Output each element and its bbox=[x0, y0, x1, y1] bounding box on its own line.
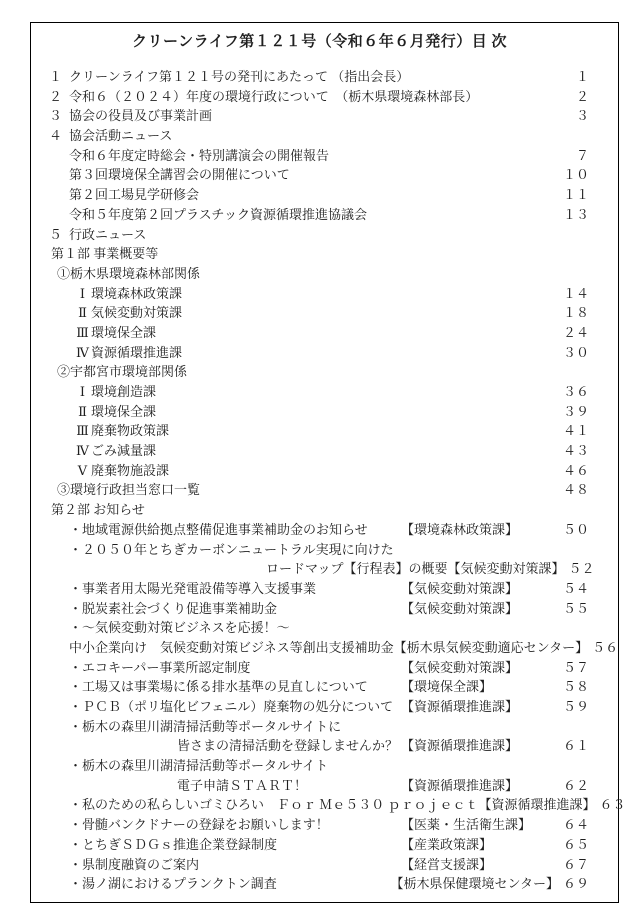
document-page bbox=[30, 22, 626, 903]
toc-page-number: １ bbox=[575, 69, 589, 84]
toc-row bbox=[49, 815, 589, 835]
toc-row bbox=[49, 225, 589, 245]
toc-item-number: １ bbox=[49, 69, 63, 84]
toc-entry-text: ・～気候変動対策ビジネスを応援！～ bbox=[69, 620, 290, 636]
toc-item-number: ４ bbox=[49, 128, 63, 144]
toc-item-number: Ⅲ bbox=[76, 423, 89, 439]
toc-entry-text: ・私のための私らしいゴミひろい Ｆｏｒ Ｍｅ５３０ ｐｒｏｊｅｃｔ bbox=[69, 797, 479, 813]
toc-entry-text: ①栃木県環境森林部関係 bbox=[57, 265, 201, 281]
toc-entry-text: ・ＰＣＢ（ポリ塩化ビフェニル）廃棄物の処分について bbox=[69, 699, 394, 714]
toc-row bbox=[49, 658, 589, 678]
toc-entry-text: ・脱炭素社会づくり促進事業補助金 bbox=[69, 600, 278, 616]
toc-dept-label: 【経営支援課】 bbox=[401, 856, 493, 872]
toc-dept-label: 【資源循環推進課】 bbox=[401, 699, 519, 714]
toc-entry-text: ③環境行政担当窓口一覧 bbox=[57, 482, 201, 498]
toc-item-number: Ⅰ bbox=[79, 384, 86, 399]
toc-entry-text: 協会活動ニュース bbox=[69, 128, 173, 144]
toc-row bbox=[49, 776, 589, 796]
toc-entry-text: ・エコキーパー事業所認定制度 bbox=[69, 659, 251, 675]
toc-page-number: ５６ bbox=[592, 639, 619, 655]
toc-item-number: Ⅱ bbox=[78, 403, 87, 419]
toc-page-number: ６１ bbox=[562, 738, 589, 754]
toc-entry-text: ・栃木の森里川湖清掃活動等ポータルサイトに bbox=[69, 718, 342, 734]
toc-row bbox=[49, 559, 595, 579]
toc-dept-label: 【資源循環推進課】 bbox=[478, 797, 596, 813]
toc-entry-text: 資源循環推進課 bbox=[91, 344, 183, 360]
toc-entry-text: ・地域電源供給拠点整備促進事業補助金のお知らせ bbox=[69, 521, 368, 537]
toc-entry-text: 環境森林政策課 bbox=[91, 285, 183, 301]
toc-row bbox=[49, 402, 589, 422]
toc-entry-text: 気候変動対策課 bbox=[91, 305, 183, 321]
toc-entry-text: ・湯ノ湖におけるプランクトン調査 bbox=[69, 876, 277, 892]
toc-page-number: １４ bbox=[562, 285, 589, 301]
toc-entry-text: クリーンライフ第１２１号の発刊にあたって （指出会長） bbox=[69, 69, 410, 84]
toc-entry-text: ごみ減量課 bbox=[91, 443, 157, 459]
toc-row bbox=[49, 599, 589, 619]
toc-entry-text: 廃棄物施設課 bbox=[91, 462, 170, 478]
toc-dept-label: 【医薬・生活衛生課】 bbox=[401, 817, 532, 833]
toc-row bbox=[49, 323, 589, 343]
toc-page-number: ５４ bbox=[562, 580, 589, 596]
toc-entry-text: 廃棄物政策課 bbox=[91, 423, 170, 439]
toc-page-number: ５７ bbox=[562, 659, 589, 675]
toc-dept-label: 【環境保全課】 bbox=[401, 679, 493, 695]
toc-row bbox=[49, 717, 589, 737]
toc-row bbox=[49, 540, 589, 560]
toc-entry-text: 環境創造課 bbox=[91, 384, 157, 399]
toc-page-number: ６７ bbox=[562, 856, 589, 872]
toc-entry-text: 中小企業向け 気候変動対策ビジネス等創出支援補助金 bbox=[69, 639, 394, 655]
toc bbox=[49, 67, 626, 894]
toc-entry-text: 第２回工場見学研修会 bbox=[69, 187, 200, 203]
toc-entry-text: ・栃木の森里川湖清掃活動等ポータルサイト bbox=[69, 758, 329, 774]
page-title: クリーンライフ第１２１号（令和６年６月発行）目 次 bbox=[131, 34, 508, 50]
toc-dept-label: 【気候変動対策課】 bbox=[401, 600, 519, 616]
toc-page-number: ２ bbox=[575, 88, 589, 104]
toc-row bbox=[49, 500, 589, 520]
toc-entry-text: 令和６年度定時総会・特別講演会の開催報告 bbox=[69, 147, 330, 163]
toc-entry-text: 令和６（２０２４）年度の環境行政について （栃木県環境森林部長） bbox=[69, 88, 479, 104]
toc-row bbox=[49, 756, 589, 776]
toc-row bbox=[49, 244, 589, 264]
toc-row bbox=[49, 855, 589, 875]
toc-row bbox=[49, 165, 589, 185]
toc-page-number: ３ bbox=[575, 108, 589, 124]
toc-page-number: １３ bbox=[562, 206, 589, 222]
toc-row bbox=[49, 205, 589, 225]
toc-row bbox=[49, 264, 589, 284]
toc-dept-label: 【気候変動対策課】 bbox=[401, 659, 519, 675]
toc-dept-label: 【環境森林政策課】 bbox=[401, 521, 519, 537]
toc-entry-text: 第２部 お知らせ bbox=[51, 502, 145, 518]
toc-entry-text: ・骨髄バンクドナーの登録をお願いします！ bbox=[69, 817, 329, 833]
toc-row bbox=[49, 795, 626, 815]
toc-row bbox=[49, 284, 589, 304]
toc-row bbox=[49, 303, 589, 323]
toc-entry-text: ・工場又は事業場に係る排水基準の見直しについて bbox=[69, 679, 368, 695]
toc-item-number: Ⅴ bbox=[77, 462, 88, 478]
toc-row bbox=[49, 638, 619, 658]
toc-dept-label: 【気候変動対策課】 bbox=[447, 561, 565, 577]
toc-item-number: Ⅲ bbox=[76, 324, 89, 340]
toc-page-number: ５９ bbox=[562, 699, 589, 714]
toc-dept-label: 【産業政策課】 bbox=[401, 836, 493, 852]
toc-entry-text: 電子申請ＳＴＡＲＴ！ bbox=[177, 777, 308, 793]
toc-row bbox=[49, 697, 589, 717]
toc-page-number: ３０ bbox=[562, 344, 589, 360]
toc-dept-label: 【栃木県気候変動適応センター】 bbox=[393, 639, 589, 655]
toc-dept-label: 【気候変動対策課】 bbox=[401, 580, 519, 596]
toc-page-number: ５０ bbox=[562, 521, 589, 537]
toc-page-number: ５８ bbox=[562, 679, 589, 695]
toc-page-number: １８ bbox=[562, 305, 589, 321]
toc-row bbox=[49, 874, 589, 894]
toc-page-number: ６９ bbox=[562, 876, 589, 892]
toc-page-number: ４６ bbox=[562, 462, 589, 478]
toc-row bbox=[49, 520, 589, 540]
toc-page-number: １０ bbox=[562, 167, 589, 183]
toc-row bbox=[49, 87, 589, 107]
toc-entry-text: 環境保全課 bbox=[91, 324, 157, 340]
toc-row bbox=[49, 362, 589, 382]
toc-row bbox=[49, 677, 589, 697]
toc-entry-text: ・とちぎＳＤＧｓ推進企業登録制度 bbox=[69, 836, 278, 852]
toc-dept-label: 【資源循環推進課】 bbox=[401, 738, 519, 754]
toc-page-number: ６５ bbox=[562, 836, 589, 852]
toc-page-number: ６４ bbox=[562, 817, 589, 833]
toc-entry-text: ・県制度融資のご案内 bbox=[69, 856, 200, 872]
toc-page-number: ５５ bbox=[562, 600, 589, 616]
toc-entry-text: ・２０５０年とちぎカーボンニュートラル実現に向けた bbox=[69, 541, 394, 557]
toc-page-number: ４３ bbox=[562, 443, 589, 459]
toc-row bbox=[49, 126, 589, 146]
toc-entry-text: 第３回環境保全講習会の開催について bbox=[69, 167, 290, 183]
toc-page-number: ６２ bbox=[562, 777, 589, 793]
toc-page-number: ５２ bbox=[568, 561, 595, 577]
toc-item-number: ３ bbox=[49, 108, 63, 124]
toc-row bbox=[49, 146, 589, 166]
toc-row bbox=[49, 106, 589, 126]
toc-page-number: ３９ bbox=[562, 403, 589, 419]
toc-page-number: ２４ bbox=[562, 324, 589, 340]
toc-entry-text: 行政ニュース bbox=[69, 226, 147, 242]
toc-page-number: ３６ bbox=[562, 384, 589, 399]
toc-row bbox=[49, 480, 589, 500]
toc-dept-label: 【栃木県保健環境センター】 bbox=[390, 876, 559, 892]
toc-item-number: Ⅱ bbox=[78, 305, 87, 321]
toc-row bbox=[49, 835, 589, 855]
toc-item-number: ２ bbox=[49, 88, 63, 104]
toc-item-number: Ⅳ bbox=[76, 443, 89, 459]
toc-page-number: ７ bbox=[575, 147, 589, 163]
toc-entry-text: 皆さまの清掃活動を登録しませんか？ bbox=[177, 738, 399, 754]
toc-dept-label: 【資源循環推進課】 bbox=[401, 777, 519, 793]
toc-row bbox=[49, 579, 589, 599]
toc-row bbox=[49, 736, 589, 756]
toc-item-number: Ⅰ bbox=[79, 285, 86, 301]
toc-row bbox=[49, 441, 589, 461]
toc-entry-text: 第１部 事業概要等 bbox=[51, 246, 159, 262]
toc-entry-text: ロードマップ【行程表】の概要 bbox=[266, 561, 448, 577]
toc-row bbox=[49, 421, 589, 441]
toc-entry-text: 協会の役員及び事業計画 bbox=[69, 108, 213, 124]
toc-entry-text: ②宇都宮市環境部関係 bbox=[57, 364, 188, 380]
toc-page-number: ４１ bbox=[562, 423, 589, 439]
toc-page-number: ４８ bbox=[562, 482, 589, 498]
toc-row bbox=[49, 461, 589, 481]
toc-page-number: １１ bbox=[562, 187, 589, 203]
toc-row bbox=[49, 618, 589, 638]
toc-page-number: ６３ bbox=[599, 797, 626, 813]
toc-item-number: Ⅳ bbox=[76, 344, 89, 360]
toc-entry-text: ・事業者用太陽光発電設備等導入支援事業 bbox=[69, 580, 317, 596]
toc-row bbox=[49, 185, 589, 205]
toc-row bbox=[49, 343, 589, 363]
toc-row bbox=[49, 67, 589, 87]
toc-entry-text: 環境保全課 bbox=[91, 403, 157, 419]
toc-row bbox=[49, 382, 589, 402]
toc-item-number: ５ bbox=[49, 226, 63, 242]
toc-entry-text: 令和５年度第２回プラスチック資源循環推進協議会 bbox=[69, 206, 367, 222]
